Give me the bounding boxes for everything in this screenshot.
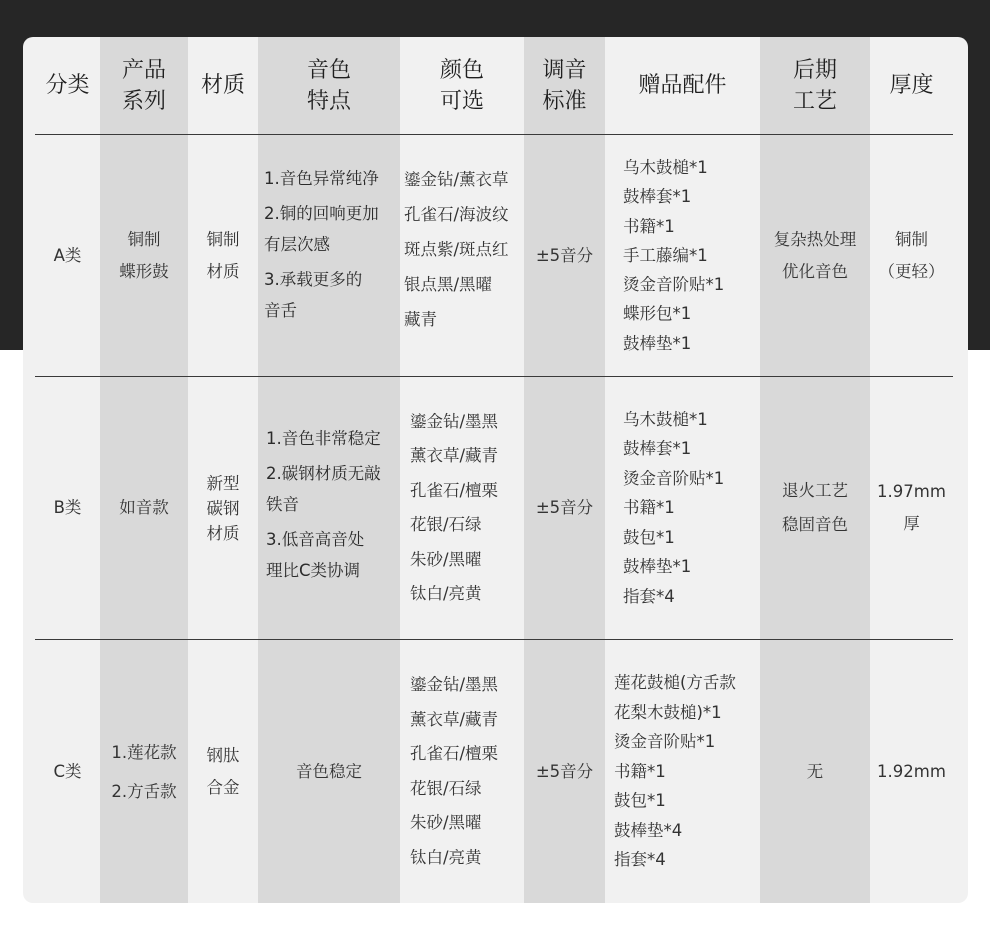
gift-item: 蝶形包*1 xyxy=(623,304,692,324)
row-a-series: 铜制 蝶形鼓 xyxy=(119,229,169,281)
color-option: 孔雀石/海波纹 xyxy=(404,205,509,224)
color-option: 花银/石绿 xyxy=(410,515,482,534)
gift-item: 指套*4 xyxy=(614,850,666,870)
tone-item: 1.音色非常稳定 xyxy=(266,428,381,448)
color-option: 薰衣草/藏青 xyxy=(410,709,499,729)
tone-item: 2.铜的回响更加 有层次感 xyxy=(264,204,379,254)
header-tuning: 调音 标准 xyxy=(542,57,587,114)
row-b-series: 如音款 xyxy=(119,498,169,517)
row-a-thickness: 铜制 （更轻） xyxy=(878,229,945,281)
row-b-material: 新型 碳钢 材质 xyxy=(206,473,240,543)
row-a-colors xyxy=(404,135,528,376)
color-option: 薰衣草/藏青 xyxy=(410,446,499,465)
row-c-category: C类 xyxy=(53,761,82,781)
color-option: 朱砂/黑曜 xyxy=(410,549,482,569)
header-material: 材质 xyxy=(200,73,245,98)
color-option: 孔雀石/檀栗 xyxy=(410,480,499,500)
row-c-tone: 音色稳定 xyxy=(296,761,362,781)
header-category: 分类 xyxy=(45,73,90,98)
gift-item: 鼓棒垫*1 xyxy=(623,557,692,577)
header-colors: 颜色 可选 xyxy=(439,57,484,114)
header-gifts: 赠品配件 xyxy=(638,73,727,98)
gift-item: 鼓棒垫*1 xyxy=(623,333,692,353)
row-b-tuning: ±5音分 xyxy=(535,498,594,517)
row-c-process: 无 xyxy=(806,761,824,781)
tone-item: 3.低音高音处 理比C类协调 xyxy=(266,529,365,580)
header-process: 后期 工艺 xyxy=(792,57,837,114)
row-a-tone xyxy=(264,135,400,376)
gift-item: 书籍*1 xyxy=(623,498,675,518)
gift-item: 鼓棒套*1 xyxy=(623,439,692,459)
row-a-tuning: ±5音分 xyxy=(535,245,594,265)
header-thickness: 厚度 xyxy=(889,73,934,98)
color-option: 鎏金钻/薰衣草 xyxy=(404,170,509,189)
gift-item: 莲花鼓槌(方舌款 xyxy=(614,673,736,693)
product-comparison-table xyxy=(23,37,968,903)
header-series: 产品 系列 xyxy=(121,57,166,114)
color-option: 钛白/亮黄 xyxy=(410,584,482,603)
color-option: 钛白/亮黄 xyxy=(410,847,482,867)
gift-item: 鼓棒套*1 xyxy=(623,187,692,207)
row-c-material: 钢肽 合金 xyxy=(206,745,240,797)
color-option: 藏青 xyxy=(404,310,437,329)
tone-item: 2.碳钢材质无敲 铁音 xyxy=(266,463,381,514)
gift-item: 指套*4 xyxy=(623,586,675,606)
gift-item: 花梨木鼓槌)*1 xyxy=(614,702,722,722)
gift-item: 乌木鼓槌*1 xyxy=(623,157,708,177)
gift-item: 烫金音阶贴*1 xyxy=(614,732,716,752)
row-a-gifts xyxy=(623,135,760,376)
row-b-category: B类 xyxy=(53,498,82,517)
color-option: 花银/石绿 xyxy=(410,778,482,798)
color-option: 鎏金钻/墨黑 xyxy=(410,675,499,694)
gift-item: 烫金音阶贴*1 xyxy=(623,275,725,295)
color-option: 孔雀石/檀栗 xyxy=(410,744,499,763)
row-b-thickness: 1.97mm 厚 xyxy=(877,482,946,533)
row-a-process: 复杂热处理 优化音色 xyxy=(773,229,857,281)
gift-item: 书籍*1 xyxy=(623,216,675,236)
color-option: 鎏金钻/墨黑 xyxy=(410,411,499,431)
row-c-gifts xyxy=(614,640,760,903)
gift-item: 鼓棒垫*4 xyxy=(614,820,683,840)
gift-item: 书籍*1 xyxy=(614,761,666,781)
color-option: 斑点紫/斑点红 xyxy=(404,240,509,259)
gift-item: 鼓包*1 xyxy=(623,527,675,547)
row-c-thickness: 1.92mm xyxy=(877,761,946,781)
tone-item: 3.承载更多的 音舌 xyxy=(264,270,363,320)
gift-item: 烫金音阶贴*1 xyxy=(623,468,725,488)
row-b-gifts xyxy=(623,377,760,639)
gift-item: 乌木鼓槌*1 xyxy=(623,409,708,429)
row-c-colors xyxy=(410,640,524,903)
row-b-process: 退火工艺 稳固音色 xyxy=(782,481,848,534)
gift-item: 手工藤编*1 xyxy=(623,245,708,265)
row-a-category: A类 xyxy=(53,245,82,265)
row-b-tone xyxy=(266,377,400,639)
row-c-series: 1.莲花款 2.方舌款 xyxy=(111,742,177,801)
row-b-colors xyxy=(410,377,524,639)
gift-item: 鼓包*1 xyxy=(614,791,666,811)
row-c-tuning: ±5音分 xyxy=(535,761,594,781)
tone-item: 1.音色异常纯净 xyxy=(264,169,379,188)
header-tone: 音色 特点 xyxy=(306,57,351,114)
color-option: 银点黑/黑曜 xyxy=(404,275,493,294)
row-a-material: 铜制 材质 xyxy=(206,229,240,281)
color-option: 朱砂/黑曜 xyxy=(410,813,482,832)
